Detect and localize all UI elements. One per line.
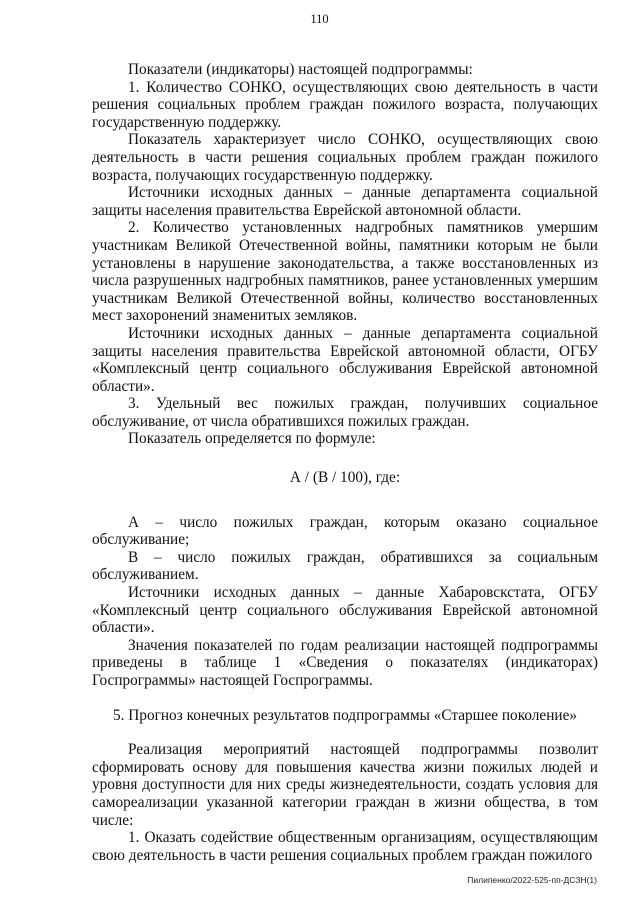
page-number: 110 (310, 12, 329, 26)
document-body (92, 61, 598, 864)
document-footer: Пилипенко/2022-525-пп-ДСЗН(1) (467, 875, 597, 885)
paragraph: Показатель определяется по формуле: (128, 430, 376, 448)
paragraph: 3. Удельный вес пожилых граждан, получивших социальное обслуживание, от числа обратившихся пожилых граждан. (92, 395, 598, 430)
formula: А / (В / 100), где: (289, 469, 401, 487)
paragraph: 1. Количество СОНКО, осуществляющих свою деятельность в части решения социальных проблем граждан пожилого возраста, получающих государственную поддержку. (92, 78, 598, 131)
paragraph: Источники исходных данных – данные Хабаровскстата, ОГБУ «Комплексный центр социального обслуживания Еврейской автономной области». (92, 584, 598, 637)
paragraph: 2. Количество установленных надгробных памятников умершим участникам Великой Отечественной войны, памятники которым не были установлены в нарушение законодательства, а также восстановленных из числа разрушенных надгробных памятников, ранее установленных умершим участникам Великой Отечественной войны, количество восстановленных мест захоронений знаменитых земляков. (92, 219, 598, 325)
paragraph: Реализация мероприятий настоящей подпрограммы позволит сформировать основу для повышения качества жизни пожилых людей и уровня доступности для них среды жизнедеятельности, создать условия для самореализации указанной категории граждан в жизни общества, в том числе: (92, 741, 598, 829)
paragraph: 1. Оказать содействие общественным организациям, осуществляющим свою деятельность в части решения социальных проблем граждан пожилого (92, 829, 598, 864)
definition: В – число пожилых граждан, обратившихся за социальным обслуживанием. (92, 548, 598, 584)
paragraph: Значения показателей по годам реализации настоящей подпрограммы приведены в таблице 1 «Сведения о показателях (индикаторах) Госпрограммы» настоящей Госпрограммы. (92, 636, 598, 689)
paragraph: Показатели (индикаторы) настоящей подпрограммы: (128, 61, 473, 78)
paragraph: Показатель характеризует число СОНКО, осуществляющих свою деятельность в части решения социальных проблем граждан пожилого возраста, получающих государственную поддержку. (92, 131, 598, 184)
definition: А – число пожилых граждан, которым оказано социальное обслуживание; (92, 513, 598, 549)
paragraph: Источники исходных данных – данные департамента социальной защиты населения правительства Еврейской автономной области, ОГБУ «Комплексный центр социального обслуживания Еврейской автономной области». (92, 324, 598, 395)
section-heading: 5. Прогноз конечных результатов подпрограммы «Старшее поколение» (112, 706, 578, 724)
paragraph: Источники исходных данных – данные департамента социальной защиты населения правительства Еврейской автономной области. (92, 184, 598, 219)
